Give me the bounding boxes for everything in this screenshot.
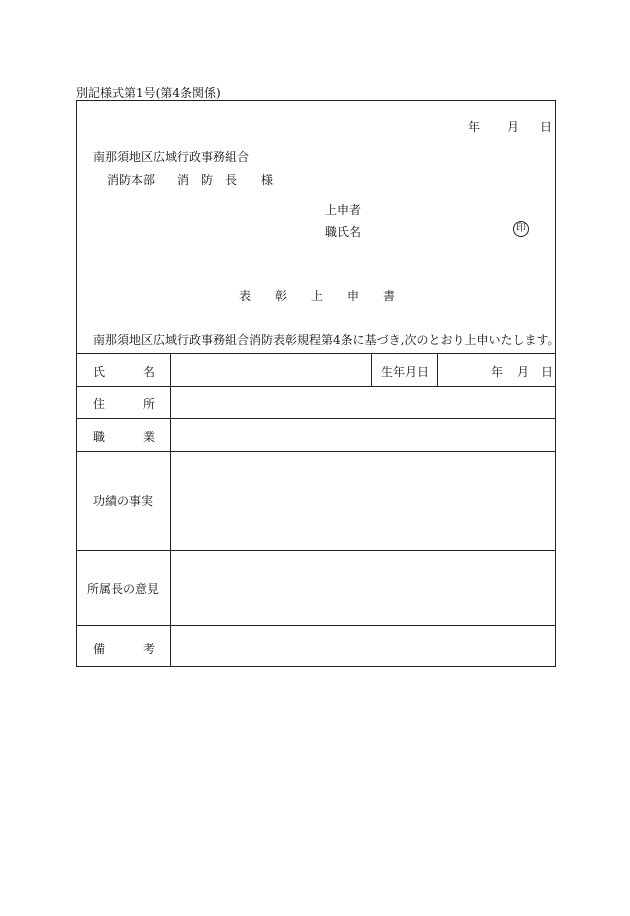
occupation-label-1: 職 [93,430,106,444]
date-line [468,118,480,135]
birthdate-divider-right [437,353,438,386]
address-label-2: 所 [143,397,156,411]
chief-opinion-label: 所属長の意見 [87,582,160,596]
date-day: 日 [540,120,553,134]
date-month: 月 [507,120,520,134]
document-title-4: 申 [347,289,360,303]
addressee-department: 消防本部 [107,173,156,187]
occupation-field[interactable] [171,419,555,450]
address-label-1: 住 [93,397,106,411]
birthdate-label: 生年月日 [381,365,430,379]
remarks-field[interactable] [171,626,555,666]
addressee-title-2: 防 [201,173,214,187]
birth-month: 月 [517,365,530,379]
document-title-1: 表 [239,289,252,303]
achievements-label: 功績の事実 [93,494,154,508]
date-year: 年 [468,120,481,134]
occupation-label-2: 業 [143,430,156,444]
chief-opinion-field[interactable] [171,551,555,624]
name-label-1: 氏 [93,365,106,379]
document-title-2: 彰 [275,289,288,303]
applicant-name-label: 職氏名 [325,225,362,239]
name-label-2: 名 [143,365,156,379]
address-field[interactable] [171,387,555,417]
birthdate-divider-left [371,353,372,386]
form-frame [76,100,560,667]
remarks-label-1: 備 [93,642,106,656]
form-caption: 別記様式第1号(第4条関係) [76,86,221,100]
seal-mark: 印 [513,221,529,237]
applicant-label: 上申者 [325,203,362,217]
document-title-3: 上 [311,289,324,303]
birth-year: 年 [491,365,504,379]
addressee-title-1: 消 [177,173,190,187]
birth-day: 日 [541,365,554,379]
document-title-5: 書 [383,289,396,303]
addressee-title-3: 長 [225,173,238,187]
remarks-label-2: 考 [143,642,156,656]
name-field[interactable] [171,354,370,385]
statement-text: 南那須地区広域行政事務組合消防表彰規程第4条に基づき,次のとおり上申いたします。 [93,333,560,347]
addressee-organization: 南那須地区広域行政事務組合 [93,150,250,164]
addressee-honorific: 様 [261,173,274,187]
achievements-field[interactable] [171,452,555,549]
